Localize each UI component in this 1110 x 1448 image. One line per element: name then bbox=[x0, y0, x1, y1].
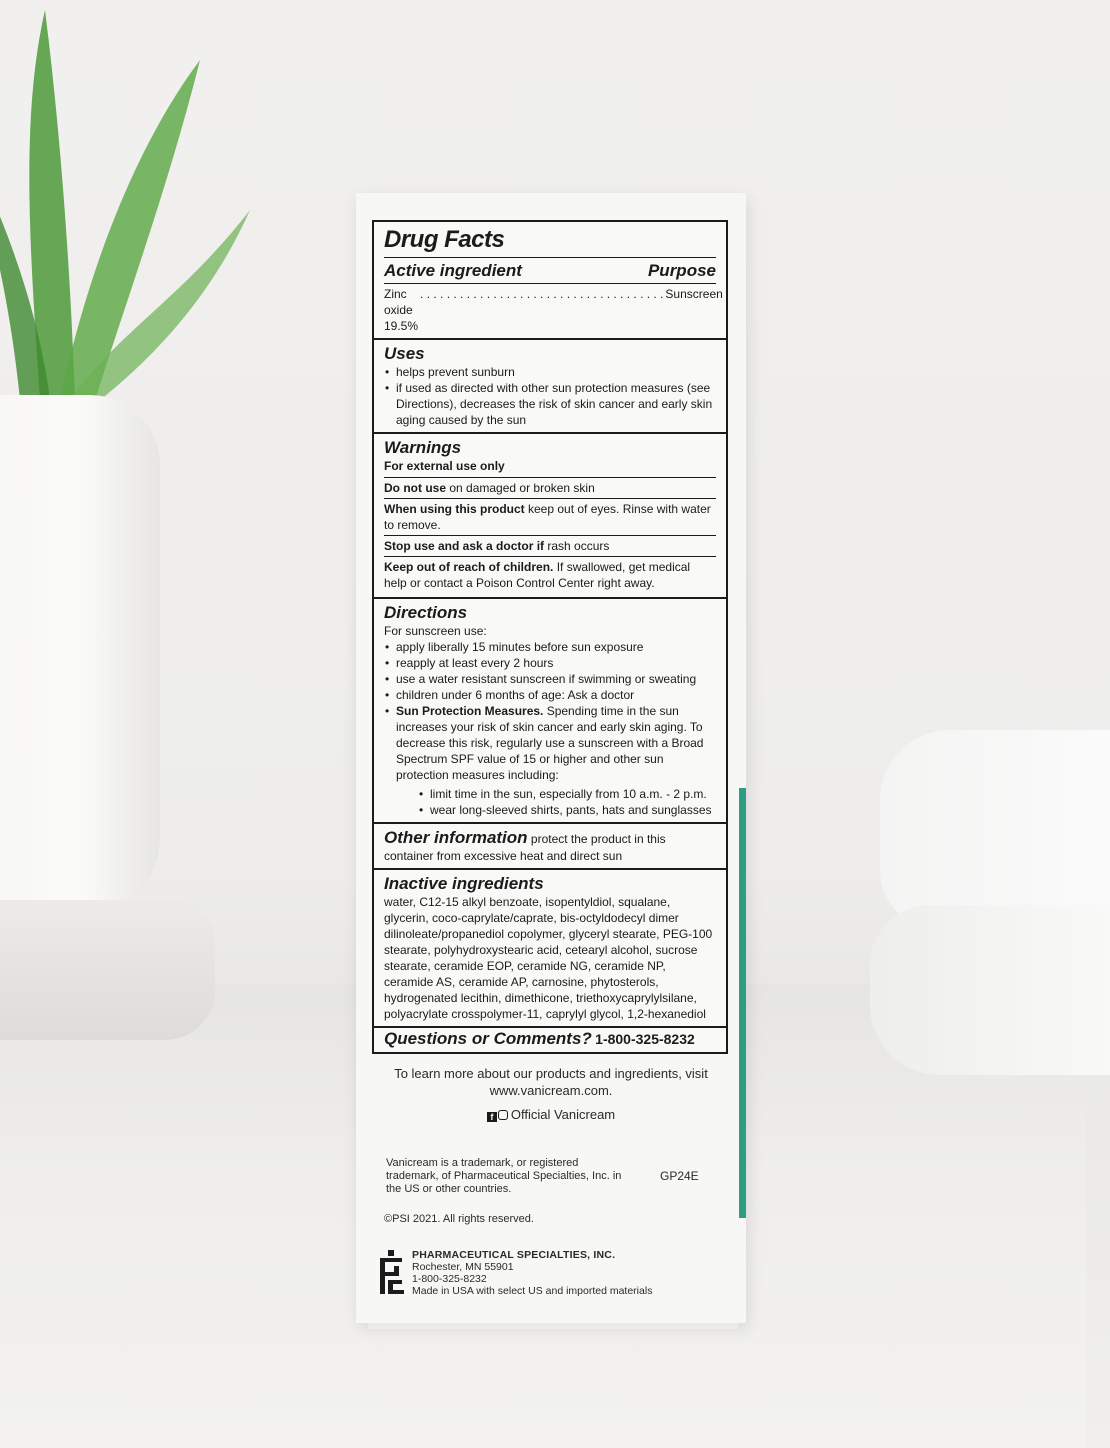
company-name: PHARMACEUTICAL SPECIALTIES, INC. bbox=[412, 1249, 616, 1261]
inactive-ingredients-heading: Inactive ingredients bbox=[384, 874, 544, 893]
active-ingredient-heading: Active ingredient bbox=[384, 261, 522, 280]
directions-item: • use a water resistant sunscreen if swimming or sweating bbox=[384, 671, 716, 687]
stop-use-line: Stop use and ask a doctor if rash occurs bbox=[384, 535, 716, 556]
questions-label: Questions or Comments? bbox=[384, 1029, 592, 1048]
external-use-text: For external use only bbox=[384, 459, 505, 473]
inactive-ingredients-section bbox=[374, 870, 726, 1028]
sunscreen-box bbox=[356, 193, 746, 1323]
teal-stripe bbox=[739, 788, 746, 1218]
facebook-icon: f bbox=[487, 1112, 497, 1122]
company-phone: 1-800-325-8232 bbox=[412, 1273, 487, 1285]
purpose: Sunscreen bbox=[665, 287, 723, 301]
sun-protection-item: • Sun Protection Measures. Spending time in the sun increases your risk of skin cancer and early skin aging. To decrease this risk, regularly use a sunscreen with a Broad Spectrum SPF value of 15 or higher and other sun protection measures including: • limit time in the sun, especially from 10 a.m. - 2 p.m. • wear long-sleeved shirts, pants, hats and sunglasses bbox=[384, 703, 716, 818]
learn-more-text: To learn more about our products and ingredients, visit www.vanicream.com. bbox=[394, 1066, 708, 1098]
other-information-section bbox=[374, 824, 726, 870]
social-line bbox=[356, 1107, 746, 1122]
other-information-text: protect the product in this container from excessive heat and direct sun bbox=[384, 832, 666, 863]
directions-item: • apply liberally 15 minutes before sun exposure bbox=[384, 639, 716, 655]
purpose-heading: Purpose bbox=[647, 261, 716, 280]
keep-out-line: Keep out of reach of children. If swallowed, get medical help or contact a Poison Control Center right away. bbox=[384, 556, 716, 593]
copyright: ©PSI 2021. All rights reserved. bbox=[384, 1213, 534, 1225]
warnings-section bbox=[374, 434, 726, 599]
directions-item: • reapply at least every 2 hours bbox=[384, 655, 716, 671]
drug-facts-panel bbox=[372, 220, 728, 1054]
trademark-notice: Vanicream is a trademark, or registered trademark, of Pharmaceutical Specialties, Inc. in the US or other countries. bbox=[386, 1157, 622, 1195]
directions-heading: Directions bbox=[384, 603, 468, 622]
sun-protection-subitem: • limit time in the sun, especially from 10 a.m. - 2 p.m. bbox=[418, 786, 716, 802]
psi-logo-icon bbox=[376, 1248, 408, 1298]
plant-leaves bbox=[0, 0, 260, 410]
directions-item: • children under 6 months of age: Ask a doctor bbox=[384, 687, 716, 703]
uses-item: • if used as directed with other sun protection measures (see Directions), decreases the risk of skin cancer and early skin aging caused by the sun bbox=[384, 380, 716, 428]
company-info bbox=[412, 1249, 652, 1297]
warnings-heading: Warnings bbox=[384, 438, 462, 457]
active-ingredient: Zinc oxide 19.5% bbox=[384, 287, 419, 333]
white-plant-pot bbox=[0, 395, 160, 925]
drug-facts-title: Drug Facts bbox=[384, 226, 505, 253]
directions-section bbox=[374, 599, 726, 824]
company-address: Rochester, MN 55901 bbox=[412, 1261, 514, 1273]
uses-item: • helps prevent sunburn bbox=[384, 364, 716, 380]
questions-phone: 1-800-325-8232 bbox=[595, 1031, 695, 1047]
directions-intro: For sunscreen use: bbox=[384, 624, 487, 638]
instagram-icon bbox=[498, 1110, 508, 1120]
uses-heading: Uses bbox=[384, 344, 425, 363]
sun-protection-subitem: • wear long-sleeved shirts, pants, hats and sunglasses bbox=[418, 802, 716, 818]
inactive-ingredients-text: water, C12-15 alkyl benzoate, isopentyldiol, squalane, glycerin, coco-caprylate/caprate, bis-octyldodecyl dimer dilinoleate/propanediol copolymer, glyceryl stearate, PEG-100 stearate, polyhydroxystearic acid, cetearyl alcohol, sucrose stearate, ceramide EOP, ceramide NG, ceramide NP, ceramide AS, ceramide AP, carnosine, phytosterols, hydrogenated lecithin, dimethicone, triethoxycaprylylsilane, polyacrylate crosspolymer-11, caprylyl glycol, 1,2-hexanediol bbox=[384, 895, 713, 1021]
social-handle: Official Vanicream bbox=[510, 1107, 616, 1122]
product-code: GP24E bbox=[660, 1169, 699, 1183]
other-information-heading: Other information bbox=[384, 828, 528, 847]
active-ingredient-section: Drug Facts Active ingredient Purpose Zinc oxide 19.5% . . . . . . . . . . . . . . . . . . . . . . . . . . . . . . . . . . . . . Sunscreen bbox=[374, 222, 726, 340]
do-not-use-line: Do not use on damaged or broken skin bbox=[384, 477, 716, 498]
folded-towel bbox=[880, 730, 1110, 930]
questions-section bbox=[374, 1028, 726, 1052]
when-using-line: When using this product keep out of eyes. Rinse with water to remove. bbox=[384, 498, 716, 535]
box-base-edge bbox=[368, 1323, 738, 1329]
uses-section bbox=[374, 340, 726, 434]
folded-towel-lower bbox=[870, 905, 1110, 1075]
pot-base bbox=[0, 900, 215, 1040]
made-in: Made in USA with select US and imported materials bbox=[412, 1285, 653, 1297]
